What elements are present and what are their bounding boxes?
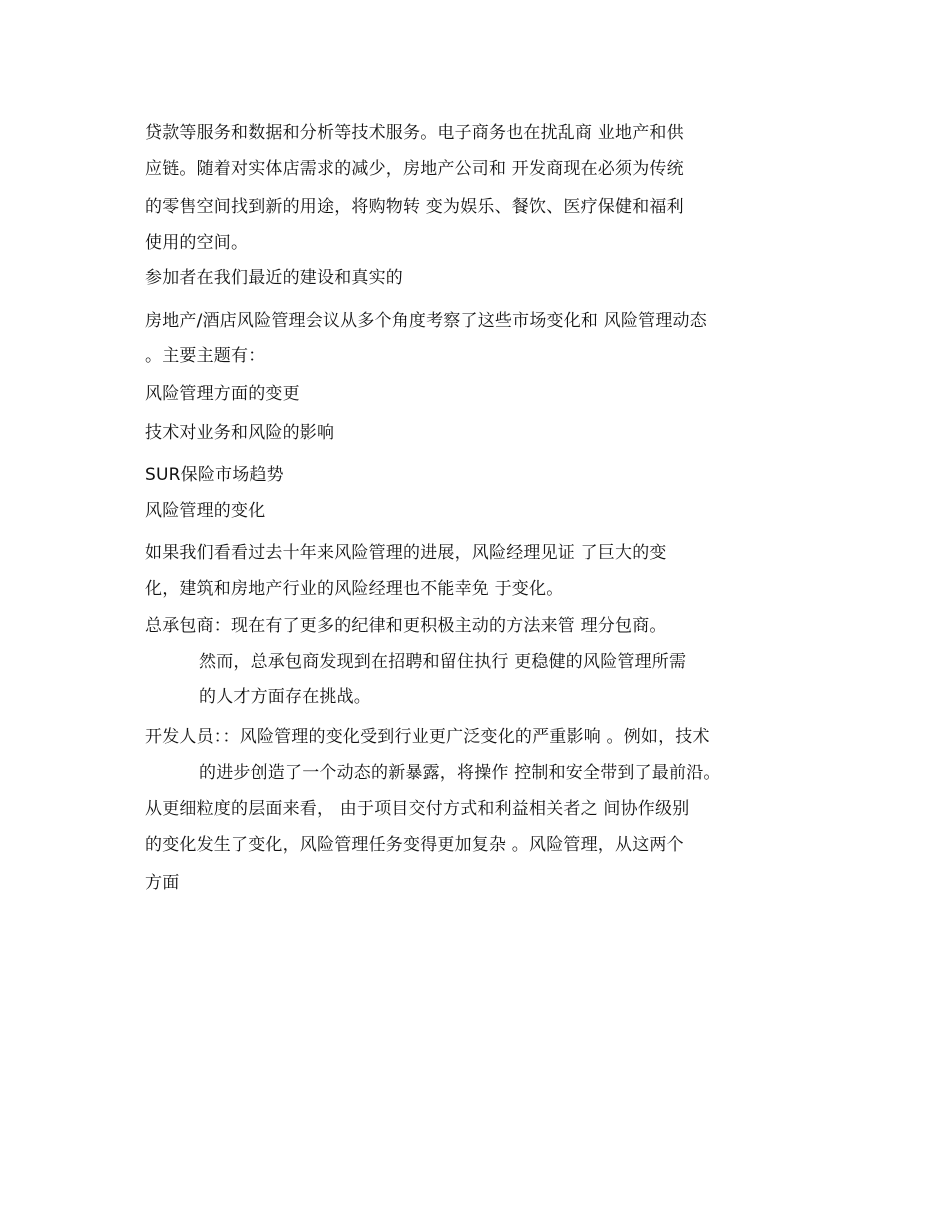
paragraph-line: 开发人员：：风险管理的变化受到行业更广泛变化的严重影响 。例如，技术 [145, 727, 710, 747]
indented-line: 然而，总承包商发现到在招聘和留住执行 更稳健的风险管理所需 [199, 652, 687, 672]
paragraph-line: 参加者在我们最近的建设和真实的 [145, 268, 403, 288]
paragraph-line: 总承包商：现在有了更多的纪律和更积极主动的方法来管 理分包商。 [145, 616, 667, 636]
paragraph-line: 房地产/酒店风险管理会议从多个角度考察了这些市场变化和 风险管理动态 [145, 311, 707, 331]
paragraph-line: 应链。随着对实体店需求的减少，房地产公司和 开发商现在必须为传统 [145, 159, 684, 179]
topic-item: 技术对业务和风险的影响 [145, 423, 335, 443]
paragraph-line: 方面 [145, 873, 180, 893]
indented-line: 的人才方面存在挑战。 [199, 687, 371, 707]
paragraph-line: 化，建筑和房地产行业的风险经理也不能幸免 于变化。 [145, 579, 564, 599]
paragraph-line: 贷款等服务和数据和分析等技术服务。电子商务也在扰乱商 业地产和供 [145, 123, 684, 143]
paragraph-line: 如果我们看看过去十年来风险管理的进展，风险经理见证 了巨大的变 [145, 543, 667, 563]
section-heading: 风险管理的变化 [145, 501, 266, 521]
topic-item: SUR保险市场趋势 [145, 465, 284, 485]
paragraph-line: 使用的空间。 [145, 233, 249, 253]
indented-line: 的进步创造了一个动态的新暴露，将操作 控制和安全带到了最前沿。 [199, 763, 721, 783]
paragraph-line: 的变化发生了变化，风险管理任务变得更加复杂 。风险管理，从这两个 [145, 835, 684, 855]
topic-item: 风险管理方面的变更 [145, 384, 300, 404]
paragraph-line: 。主要主题有： [145, 346, 266, 366]
paragraph-line: 从更细粒度的层面来看， 由于项目交付方式和利益相关者之 间协作级别 [145, 799, 690, 819]
paragraph-line: 的零售空间找到新的用途，将购物转 变为娱乐、餐饮、医疗保健和福利 [145, 197, 684, 217]
